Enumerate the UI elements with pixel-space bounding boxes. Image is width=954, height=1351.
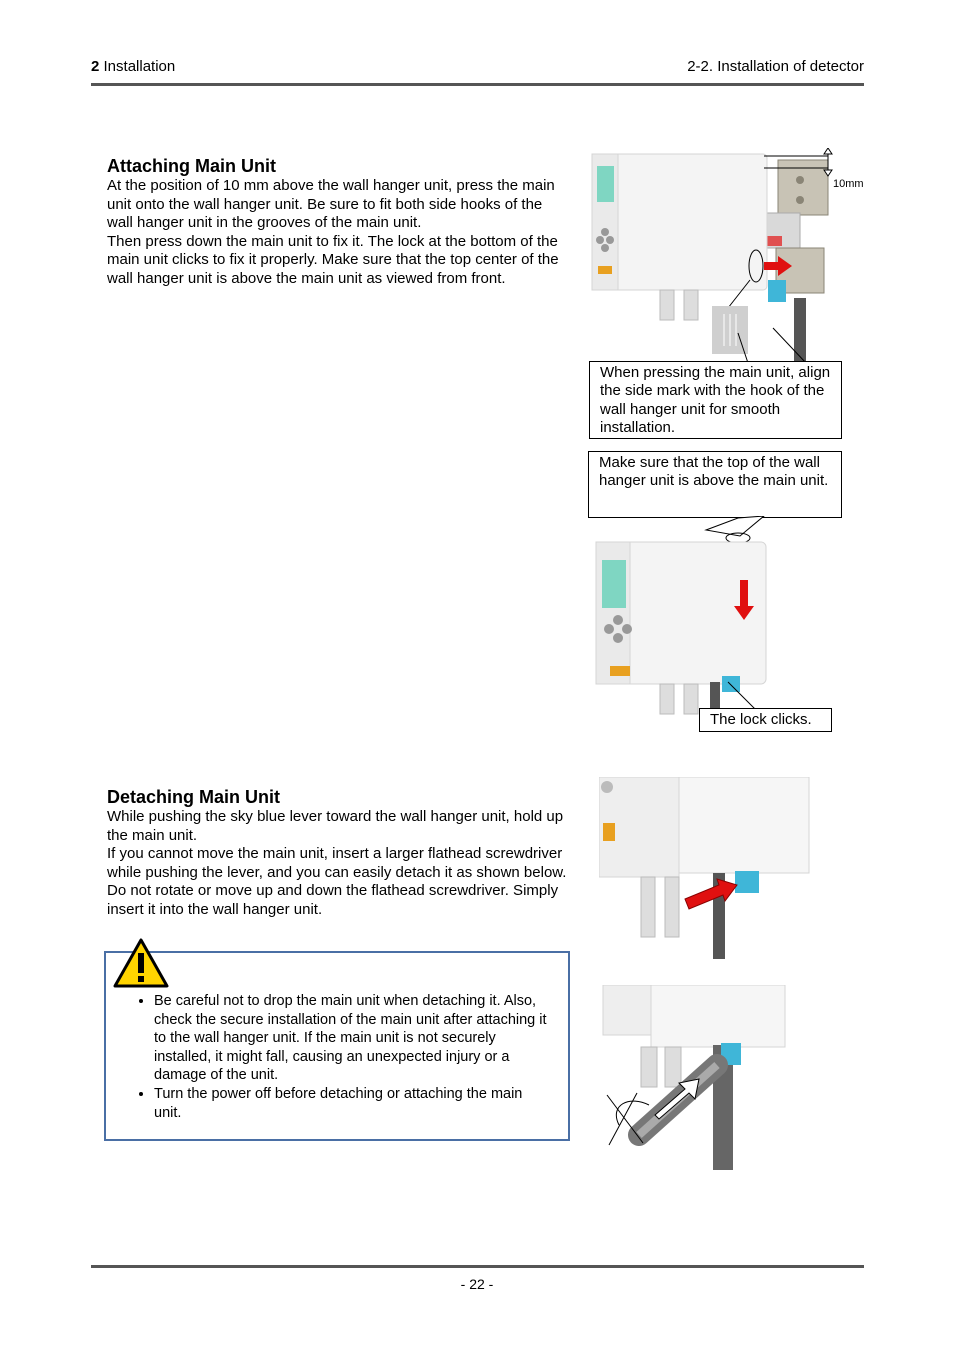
chapter-number: 2	[91, 58, 100, 75]
detach-lever-figure	[599, 777, 844, 959]
attaching-paragraph-1: At the position of 10 mm above the wall hanger unit, press the main unit onto the wall hanger unit. Be sure to fit both side hooks of the wall hanger unit in the grooves of the main unit.	[107, 177, 555, 232]
caution-item: • Turn the power off before detaching or attaching the main unit.	[154, 1085, 568, 1122]
caution-item: • Be careful not to drop the main unit when detaching it. Also, check the secure installation of the main unit after attaching it to the wall hanger unit. If the main unit is not securely installed, it might fall, causing an unexpected injury or a damage of the unit.	[154, 992, 568, 1085]
callout-top-center: Make sure that the top of the wall hanger unit is above the main unit.	[588, 451, 842, 518]
footer-rule	[91, 1265, 864, 1268]
header-rule	[91, 83, 864, 86]
chapter-title: Installation	[103, 58, 176, 75]
callout-side-mark: When pressing the main unit, align the side mark with the hook of the wall hanger unit for smooth installation.	[589, 361, 842, 439]
attaching-title: Attaching Main Unit	[107, 156, 276, 176]
main-unit-installed	[596, 542, 766, 728]
detaching-section	[107, 787, 569, 920]
page-number: - 22 -	[460, 1276, 494, 1292]
caution-list	[106, 992, 568, 1122]
detach-screwdriver-figure	[599, 985, 804, 1170]
attaching-section	[107, 156, 569, 289]
wall-hanger-unit	[760, 160, 828, 363]
callout-lock: The lock clicks.	[699, 708, 832, 732]
fixed-figure-illustration	[588, 516, 838, 731]
header-section: 2-2. Installation of detector	[687, 58, 864, 75]
caution-box	[104, 951, 570, 1141]
warning-triangle-icon	[112, 937, 170, 989]
attaching-paragraph-2: Then press down the main unit to fix it. The lock at the bottom of the main unit clicks to fix it properly. Make sure that the top center of the wall hanger unit is above the main unit as viewed from front.	[107, 232, 559, 287]
header-chapter	[91, 58, 175, 75]
push-arrow	[685, 879, 737, 909]
detaching-paragraph-1: While pushing the sky blue lever toward the wall hanger unit, hold up the main unit.	[107, 808, 564, 844]
detaching-title: Detaching Main Unit	[107, 787, 281, 807]
main-unit	[592, 154, 767, 320]
lever	[768, 280, 786, 302]
detaching-paragraph-2: If you cannot move the main unit, insert a larger flathead screwdriver while pushing the lever, and you can easily detach it as shown below. Do not rotate or move up and down the flathead screwdriver. Simply insert it into the wall hanger unit.	[107, 845, 567, 918]
lever	[722, 676, 740, 692]
lever	[735, 871, 759, 893]
attach-figure-illustration	[588, 148, 848, 363]
dimension-label: 10mm	[833, 178, 864, 190]
